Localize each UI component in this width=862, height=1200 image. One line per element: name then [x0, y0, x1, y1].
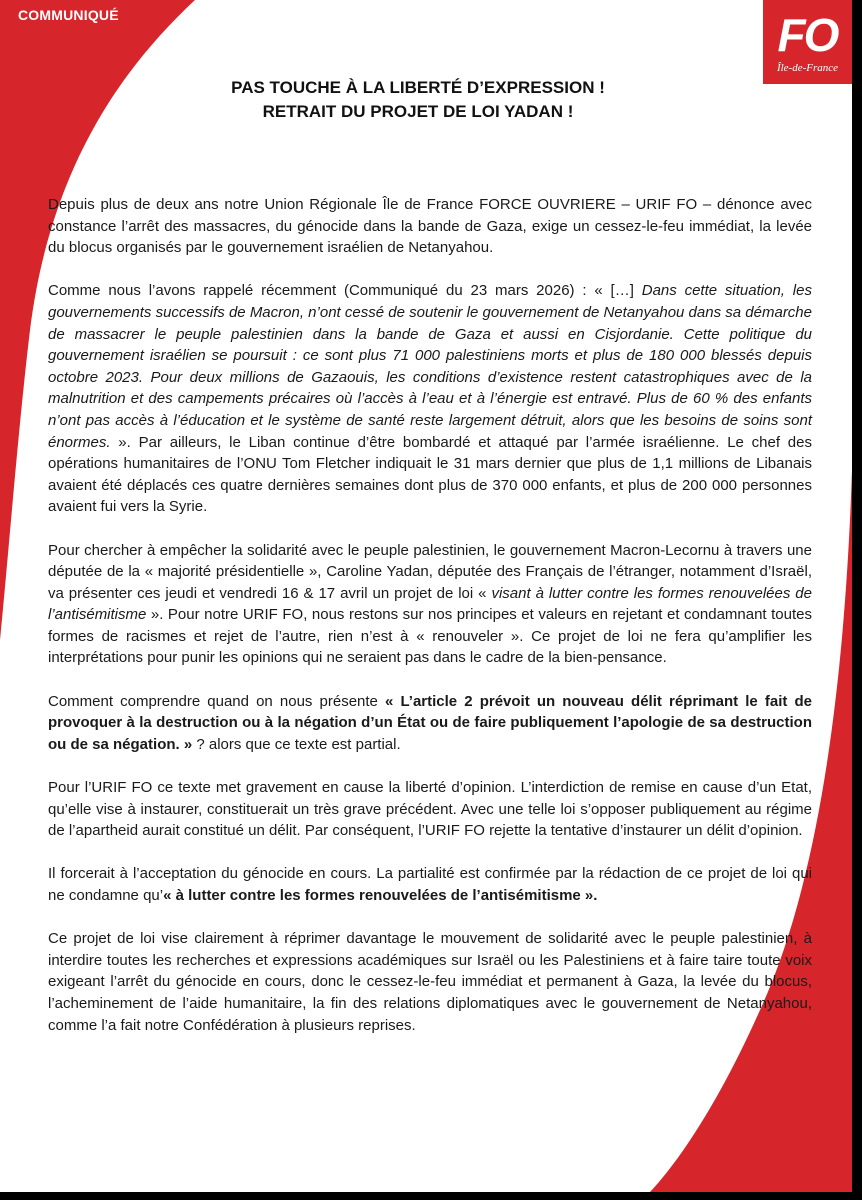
logo-region: Île-de-France: [776, 62, 839, 74]
paragraph-6-intro: Il forcerait à l’acceptation du génocide en cours. La partialité est confirmée par la rédaction de ce projet de loi qui ne condamne qu’: [48, 865, 812, 904]
paragraph-2-intro: Comme nous l’avons rappelé récemment (Communiqué du 23 mars 2026) : « […]: [48, 282, 642, 300]
paragraph-6-quote: « à lutter contre les formes renouvelées de l’antisémitisme ».: [163, 887, 598, 904]
paragraph-4-quote: « L’article 2 prévoit un nouveau délit réprimant le fait de provoquer à la destruction ou à la négation d’un État ou de faire publiquement l’apologie de sa destruction ou de sa négation. »: [48, 692, 812, 753]
paragraph-6: [48, 863, 812, 906]
paragraph-2-quote: Dans cette situation, les gouvernements successifs de Macron, n’ont cessé de soutenir le gouvernement de Netanyahou dans sa démarche de massacrer le peuple palestinien dans la bande de Gaza et aussi en Cisjordanie. Cette politique du gouvernement israélien se poursuit : ce sont plus 71 000 palestiniens morts et plus de 180 000 blessés depuis octobre 2023. Pour deux millions de Gazaouis, les conditions d’existence restent catastrophiques avec de la malnutrition et des campements précaires où l’accès à l’eau et à l’énergie est entravé. Plus de 60 % des enfants n’ont pas accès à l’éducation et le système de santé reste largement détruit, alors que les besoins de soins sont énormes.: [48, 282, 812, 451]
document-body: [48, 194, 812, 1058]
paragraph-4-intro: Comment comprendre quand on nous présente: [48, 692, 385, 710]
paragraph-3-quote: visant à lutter contre les formes renouvelées de l’antisémitisme: [48, 584, 812, 624]
fo-logo: [763, 0, 852, 84]
document-title: [0, 76, 836, 124]
communique-tag: COMMUNIQUÉ: [18, 7, 119, 23]
logo-text: FO: [777, 9, 838, 61]
paragraph-4-rest: ? alors que ce texte est partial.: [192, 735, 401, 753]
paragraph-3-rest: ». Pour notre URIF FO, nous restons sur nos principes et valeurs en rejetant et condamnant toutes formes de racismes et rejet de l’autre, rien n’est à « renouveler ». Ce projet de loi ne fera qu’amplifier les interprétations pour punir les opinions qui ne seraient pas dans le cadre de la bien-pensance.: [48, 606, 812, 667]
paragraph-2: [48, 280, 812, 518]
paragraph-1: Depuis plus de deux ans notre Union Régionale Île de France FORCE OUVRIERE – URIF FO – dénonce avec constance l’arrêt des massacres, du génocide dans la bande de Gaza, exige un cessez-le-feu immédiat, la levée du blocus organisés par le gouvernement israélien de Netanyahou.: [48, 196, 812, 257]
paragraph-2-rest: ». Par ailleurs, le Liban continue d’être bombardé et attaqué par l’armée israélienne. Le chef des opérations humanitaires de l’ONU Tom Fletcher indiquait le 31 mars dernier que plus de 1,1 millions de Libanais avaient été déplacés ces quatre dernières semaines dont plus de 370 000 enfants, et plus de 200 000 personnes avaient fui vers la Syrie.: [48, 433, 812, 516]
paragraph-5: Pour l’URIF FO ce texte met gravement en cause la liberté d’opinion. L’interdiction de remise en cause d’un Etat, qu’elle vise à instaurer, constituerait un très grave précédent. Avec une telle loi s’opposer publiquement au régime de l’apartheid aurait constitué un délit. Par conséquent, l’URIF FO rejette la tentative d’instaurer un délit d’opinion.: [48, 779, 812, 840]
paragraph-4: [48, 691, 812, 756]
title-line-2: RETRAIT DU PROJET DE LOI YADAN !: [262, 102, 574, 121]
paragraph-3-intro: Pour chercher à empêcher la solidarité avec le peuple palestinien, le gouvernement Macron-Lecornu à travers une députée de la « majorité présidentielle », Caroline Yadan, députée des Français de l’étranger, notamment d’Israël, va présenter ces jeudi et vendredi 16 & 17 avril un projet de loi «: [48, 541, 812, 602]
title-line-1: PAS TOUCHE À LA LIBERTÉ D’EXPRESSION !: [231, 78, 605, 97]
paragraph-7: Ce projet de loi vise clairement à réprimer davantage le mouvement de solidarité avec le peuple palestinien, à interdire toutes les recherches et expressions académiques sur Israël ou les Palestiniens et à faire taire toute voix exigeant l’arrêt du génocide en cours, donc le cessez-le-feu immédiat et permanent à Gaza, la levée du blocus, l’acheminement de l’aide humanitaire, la fin des relations diplomatiques avec le gouvernement de Netanyahou, comme l’a fait notre Confédération à plusieurs reprises.: [48, 930, 812, 1034]
paragraph-3: [48, 540, 812, 670]
